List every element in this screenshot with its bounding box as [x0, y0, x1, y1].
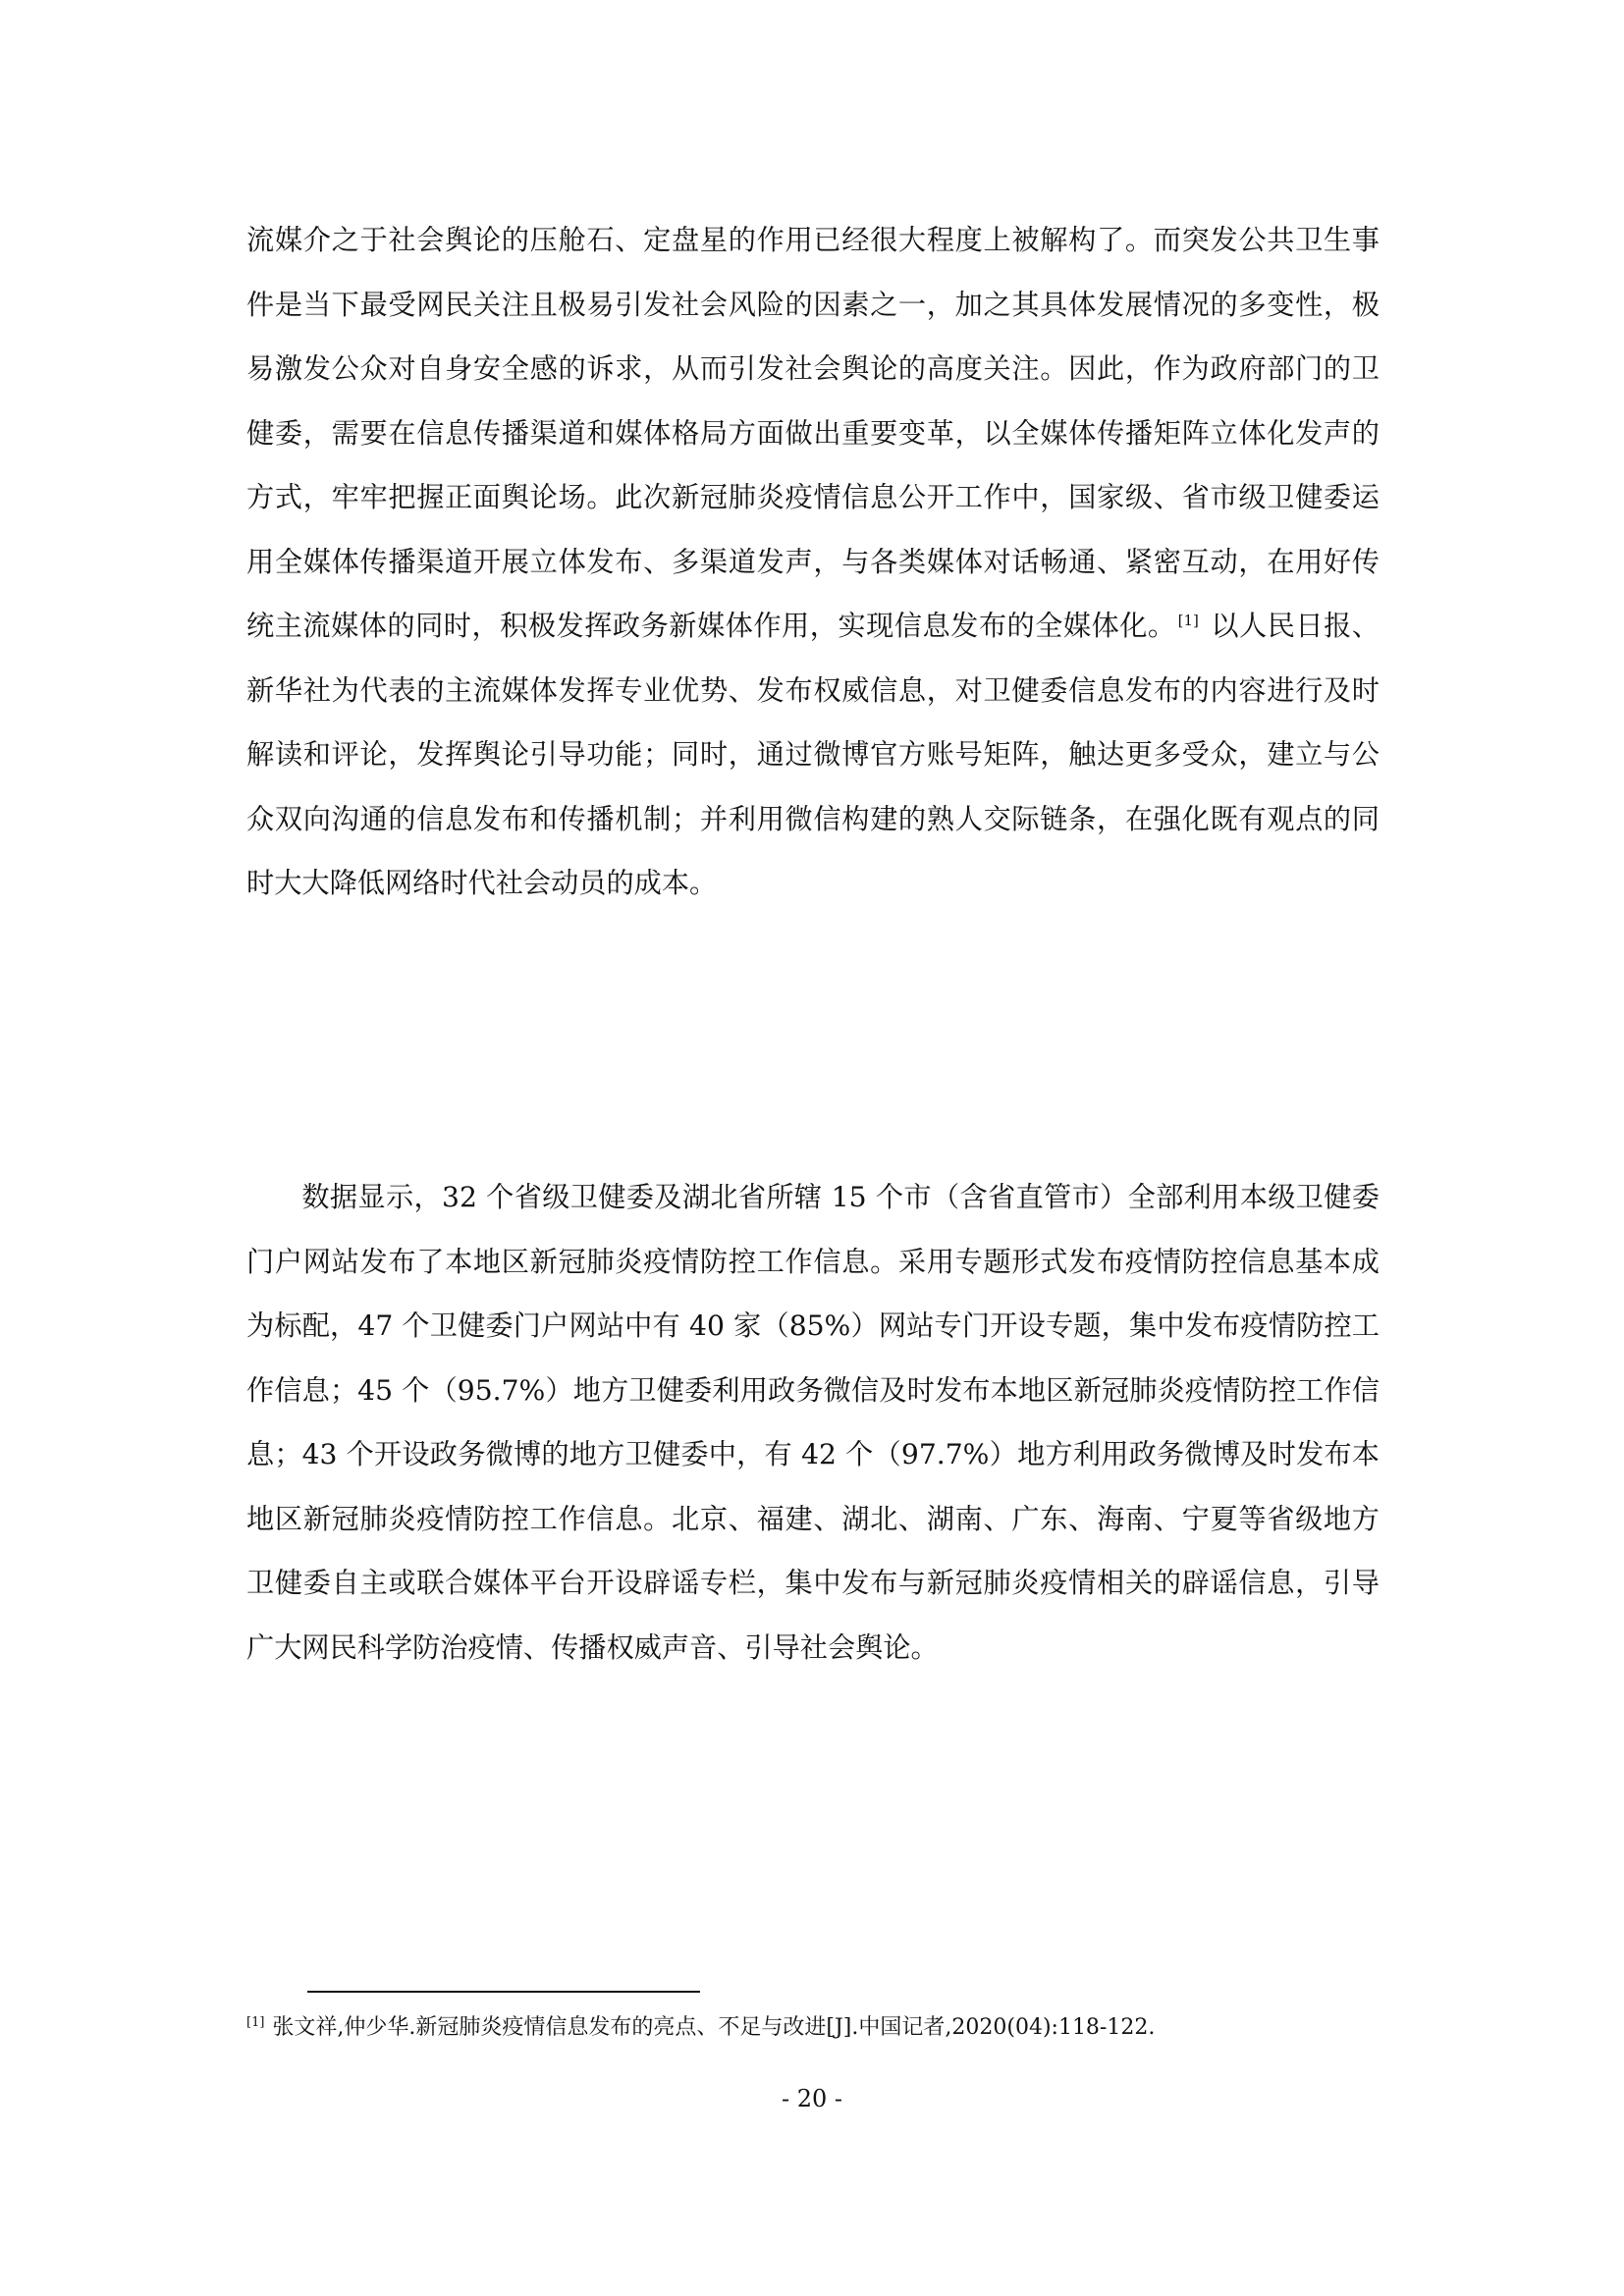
- body-paragraph-1: [246, 208, 1380, 916]
- footnote-reference[interactable]: [1]: [1177, 611, 1199, 629]
- footnote: [246, 2010, 1380, 2046]
- footnote-mark: [1]: [246, 2014, 265, 2030]
- footnote-divider: [307, 1991, 700, 1993]
- paragraph-1-text-before-ref: 流媒介之于社会舆论的压舱石、定盘星的作用已经很大程度上被解构了。而突发公共卫生事件是当下最受网民关注且极易引发社会风险的因素之一，加之其具体发展情况的多变性，极易激发公众对自身安全感的诉求，从而引发社会舆论的高度关注。因此，作为政府部门的卫健委，需要在信息传播渠道和媒体格局方面做出重要变革，以全媒体传播矩阵立体化发声的方式，牢牢把握正面舆论场。此次新冠肺炎疫情信息公开工作中，国家级、省市级卫健委运用全媒体传播渠道开展立体发布、多渠道发声，与各类媒体对话畅通、紧密互动，在用好传统主流媒体的同时，积极发挥政务新媒体作用，实现信息发布的全媒体化。: [246, 224, 1380, 642]
- page-number: - 20 -: [781, 2085, 842, 2112]
- body-paragraph-2: 数据显示，32 个省级卫健委及湖北省所辖 15 个市（含省直管市）全部利用本级卫健委门户网站发布了本地区新冠肺炎疫情防控工作信息。采用专题形式发布疫情防控信息基本成为标配，47 个卫健委门户网站中有 40 家（85%）网站专门开设专题，集中发布疫情防控工作信息；45 个（95.7%）地方卫健委利用政务微信及时发布本地区新冠肺炎疫情防控工作信息；43 个开设政务微博的地方卫健委中，有 42 个（97.7%）地方利用政务微博及时发布本地区新冠肺炎疫情防控工作信息。北京、福建、湖北、湖南、广东、海南、宁夏等省级地方卫健委自主或联合媒体平台开设辟谣专栏，集中发布与新冠肺炎疫情相关的辟谣信息，引导广大网民科学防治疫情、传播权威声音、引导社会舆论。: [246, 1181, 1380, 1664]
- footnote-text: 张文祥,仲少华.新冠肺炎疫情信息发布的亮点、不足与改进[J].中国记者,2020(04):118-122.: [272, 2015, 1156, 2040]
- paragraph-1-text-after-ref: 以人民日报、新华社为代表的主流媒体发挥专业优势、发布权威信息，对卫健委信息发布的内容进行及时解读和评论，发挥舆论引导功能；同时，通过微博官方账号矩阵，触达更多受众，建立与公众双向沟通的信息发布和传播机制；并利用微信构建的熟人交际链条，在强化既有观点的同时大大降低网络时代社会动员的成本。: [246, 610, 1380, 899]
